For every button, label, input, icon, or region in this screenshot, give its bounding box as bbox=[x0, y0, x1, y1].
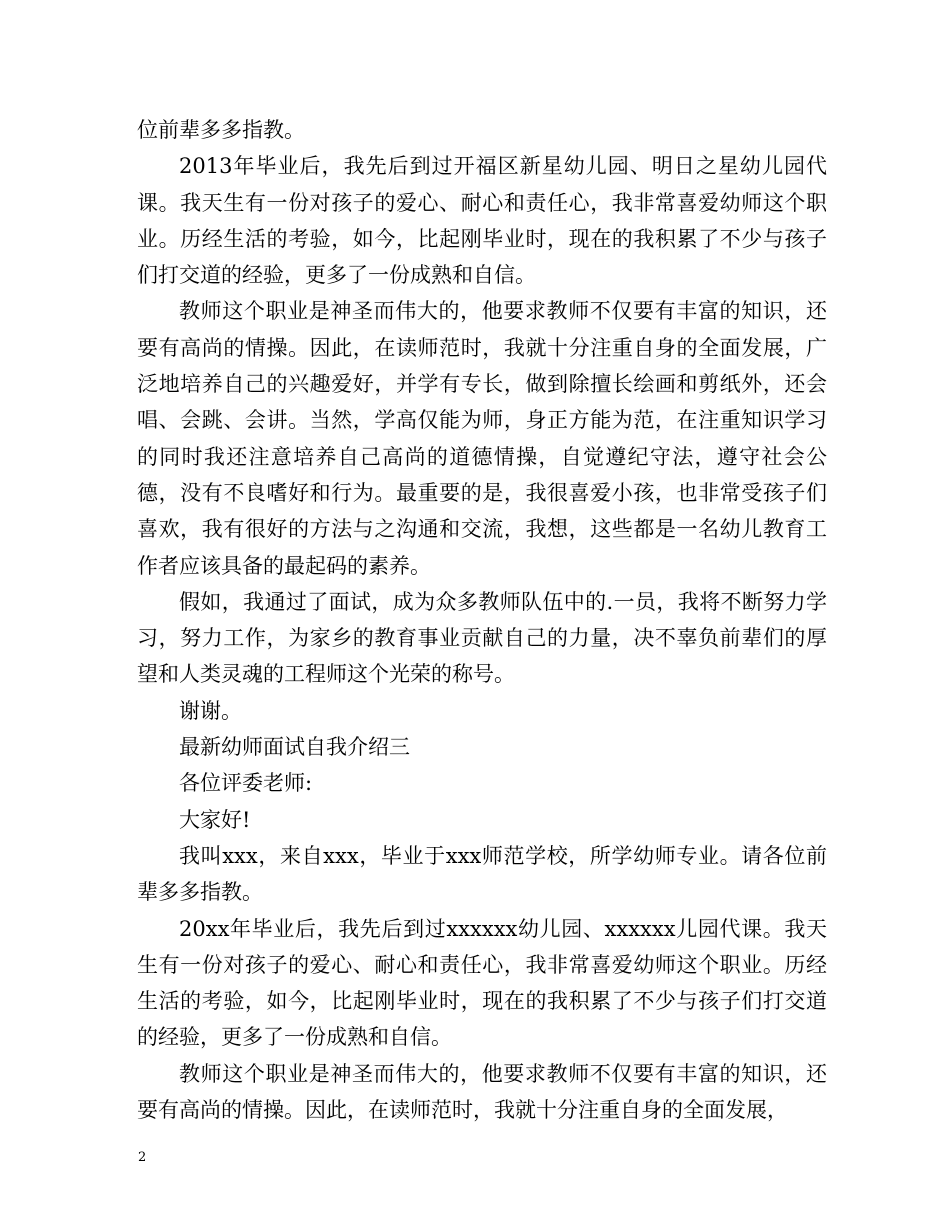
paragraph-4: 假如，我通过了面试，成为众多教师队伍中的.一员，我将不断努力学习，努力工作，为家乡的教育事业贡献自己的力量，决不辜负前辈们的厚望和人类灵魂的工程师这个光荣的称号。 bbox=[137, 589, 827, 687]
salutation: 各位评委老师: bbox=[179, 771, 313, 796]
document-body bbox=[137, 112, 827, 1128]
paragraph-5: 谢谢。 bbox=[179, 698, 242, 723]
paragraph-9: 我叫xxx，来自xxx，毕业于xxx师范学校，所学幼师专业。请各位前辈多多指教。 bbox=[137, 843, 827, 905]
page-number: 2 bbox=[138, 1150, 147, 1165]
paragraph-2: 2013年毕业后，我先后到过开福区新星幼儿园、明日之星幼儿园代课。我天生有一份对孩子的爱心、耐心和责任心，我非常喜爱幼师这个职业。历经生活的考验，如今，比起刚毕业时，现在的我积累了不少与孩子们打交道的经验，更多了一份成熟和自信。 bbox=[137, 154, 827, 288]
paragraph-3: 教师这个职业是神圣而伟大的，他要求教师不仅要有丰富的知识，还要有高尚的情操。因此，在读师范时，我就十分注重自身的全面发展，广泛地培养自己的兴趣爱好，并学有专长，做到除擅长绘画和剪纸外，还会唱、会跳、会讲。当然，学高仅能为师，身正方能为范，在注重知识学习的同时我还注意培养自己高尚的道德情操，自觉遵纪守法，遵守社会公德，没有不良嗜好和行为。最重要的是，我很喜爱小孩，也非常受孩子们喜欢，我有很好的方法与之沟通和交流，我想，这些都是一名幼儿教育工作者应该具备的最起码的素养。 bbox=[137, 299, 827, 578]
paragraph-11: 教师这个职业是神圣而伟大的，他要求教师不仅要有丰富的知识，还要有高尚的情操。因此，在读师范时，我就十分注重自身的全面发展， bbox=[137, 1061, 827, 1123]
paragraph-1: 位前辈多多指教。 bbox=[137, 118, 305, 142]
section-heading: 最新幼师面试自我介绍三 bbox=[179, 735, 410, 760]
paragraph-10: 20xx年毕业后，我先后到过xxxxxx幼儿园、xxxxxx儿园代课。我天生有一份对孩子的爱心、耐心和责任心，我非常喜爱幼师这个职业。历经生活的考验，如今，比起刚毕业时，现在的我积累了不少与孩子们打交道的经验，更多了一份成熟和自信。 bbox=[137, 916, 827, 1050]
greeting: 大家好! bbox=[179, 807, 251, 832]
